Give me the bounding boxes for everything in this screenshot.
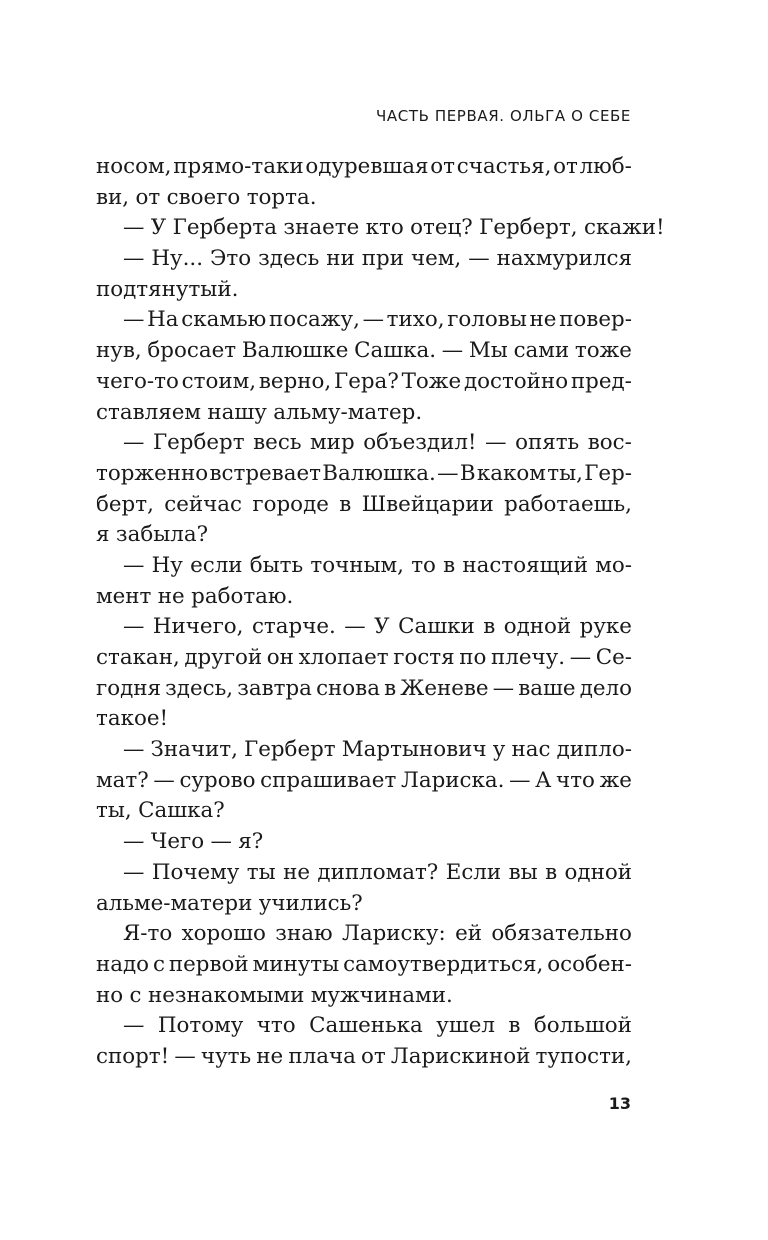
body-text [96,152,665,1073]
text-line: берт, сейчас городе в Швейцарии работаешь, [96,491,632,517]
text-line: — Ну... Это здесь ни при чем, — нахмурился [123,246,632,272]
text-line: спорт! — чуть не плача от Ларискиной тупости, [96,1043,632,1069]
text-line: — Герберт весь мир объездил! — опять вос- [123,430,632,456]
text-line: ты, Сашка? [96,798,225,824]
running-head: ЧАСТЬ ПЕРВАЯ. ОЛЬГА О СЕБЕ [376,107,631,125]
text-line: — Потому что Сашенька ушел в большой [123,1013,632,1039]
text-line: такое! [96,706,169,732]
text-line: ви, от своего торта. [96,184,317,210]
page-number: 13 [608,1094,631,1113]
text-line: альме-матери учились? [96,890,363,916]
text-line: — Чего — я? [123,829,264,855]
text-line: нув, бросает Валюшке Сашка. — Мы сами тоже [96,338,632,364]
text-line: годня здесь, завтра снова в Женеве — ваше дело [96,675,632,701]
text-line: — У Герберта знаете кто отец? Герберт, скажи! [123,215,665,241]
text-line: — Ну если быть точным, то в настоящий мо- [123,552,632,578]
text-line: — Почему ты не дипломат? Если вы в одной [123,859,632,885]
text-line: мат? — сурово спрашивает Лариска. — А что же [96,767,632,793]
text-line: надо с первой минуты самоутвердиться, особен- [96,951,632,977]
text-line: — Значит, Герберт Мартынович у нас дипло- [123,737,632,763]
text-line: я забыла? [96,522,209,548]
text-line: Я-то хорошо знаю Лариску: ей обязательно [123,921,632,947]
text-line: торженно встревает Валюшка. — В каком ты, Гер- [96,460,632,486]
text-line: подтянутый. [96,276,239,302]
text-line: ставляем нашу альму-матер. [96,399,423,425]
text-line: мент не работаю. [96,583,294,609]
text-line: но с незнакомыми мужчинами. [96,982,453,1008]
text-line: — Ничего, старче. — У Сашки в одной руке [123,614,632,640]
text-line: чего-то стоим, верно, Гера? Тоже достойно пред- [96,368,632,394]
text-line: носом, прямо-таки одуревшая от счастья, от люб- [96,154,632,179]
text-line: стакан, другой он хлопает гостя по плечу. — Се- [96,645,632,670]
text-line: — На скамью посажу, — тихо, головы не повер- [123,307,632,333]
